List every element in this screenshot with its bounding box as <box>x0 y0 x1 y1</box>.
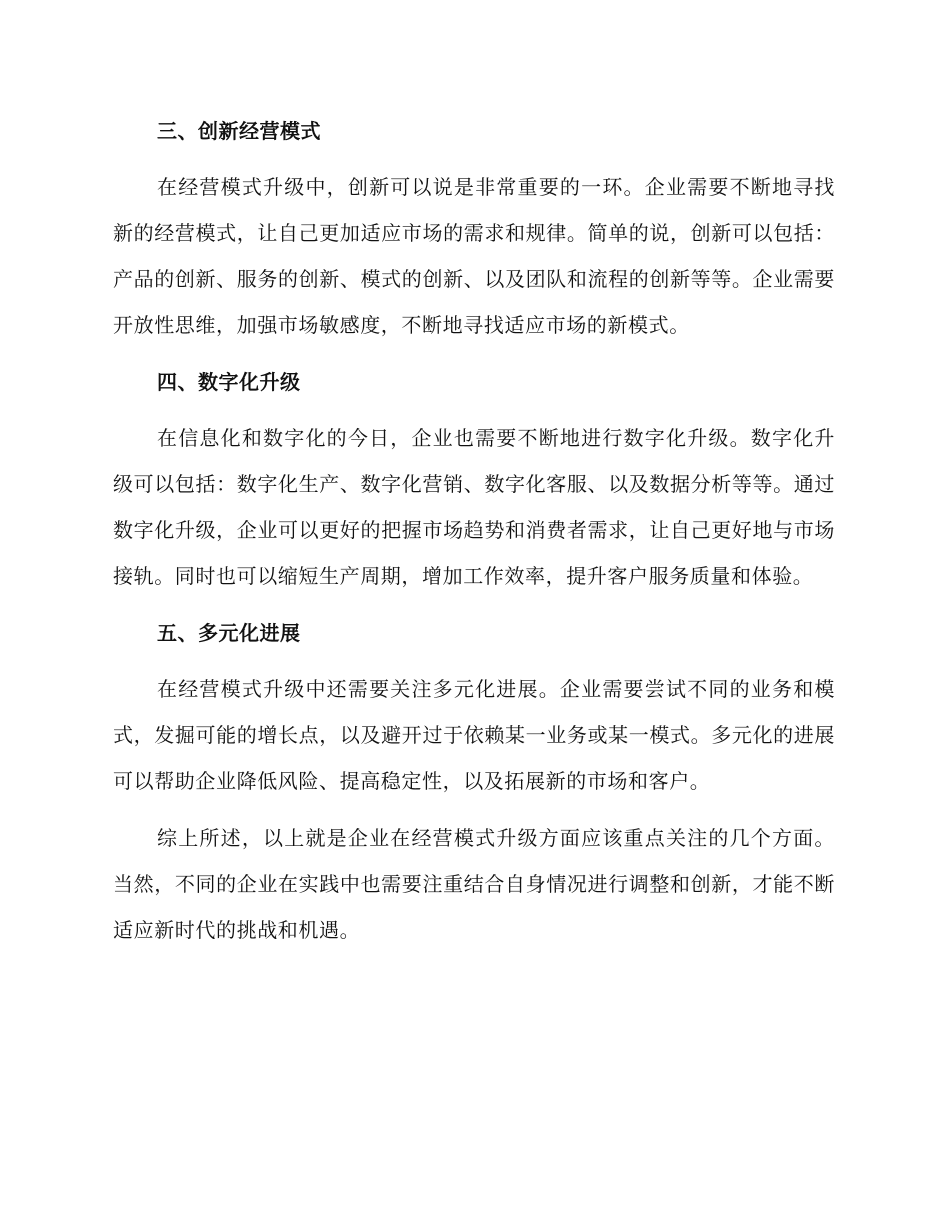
section-paragraph-innovation: 在经营模式升级中，创新可以说是非常重要的一环。企业需要不断地寻找新的经营模式，让自己更加适应市场的需求和规律。简单的说，创新可以包括：产品的创新、服务的创新、模式的创新、以及团队和流程的创新等等。企业需要开放性思维，加强市场敏感度，不断地寻找适应市场的新模式。 <box>113 175 835 337</box>
section-heading-innovation: 三、创新经营模式 <box>157 119 321 143</box>
document-page <box>113 108 835 953</box>
section-heading-diversification: 五、多元化进展 <box>157 621 301 645</box>
section-heading-digital: 四、数字化升级 <box>157 370 301 394</box>
section-paragraph-diversification: 在经营模式升级中还需要关注多元化进展。企业需要尝试不同的业务和模式，发掘可能的增长点，以及避开过于依赖某一业务或某一模式。多元化的进展可以帮助企业降低风险、提高稳定性，以及拓展新的市场和客户。 <box>113 677 835 793</box>
section-paragraph-digital: 在信息化和数字化的今日，企业也需要不断地进行数字化升级。数字化升级可以包括：数字化生产、数字化营销、数字化客服、以及数据分析等等。通过数字化升级，企业可以更好的把握市场趋势和消费者需求，让自己更好地与市场接轨。同时也可以缩短生产周期，增加工作效率，提升客户服务质量和体验。 <box>113 426 835 588</box>
conclusion-paragraph: 综上所述，以上就是企业在经营模式升级方面应该重点关注的几个方面。当然，不同的企业在实践中也需要注重结合自身情况进行调整和创新，才能不断适应新时代的挑战和机遇。 <box>113 826 835 942</box>
